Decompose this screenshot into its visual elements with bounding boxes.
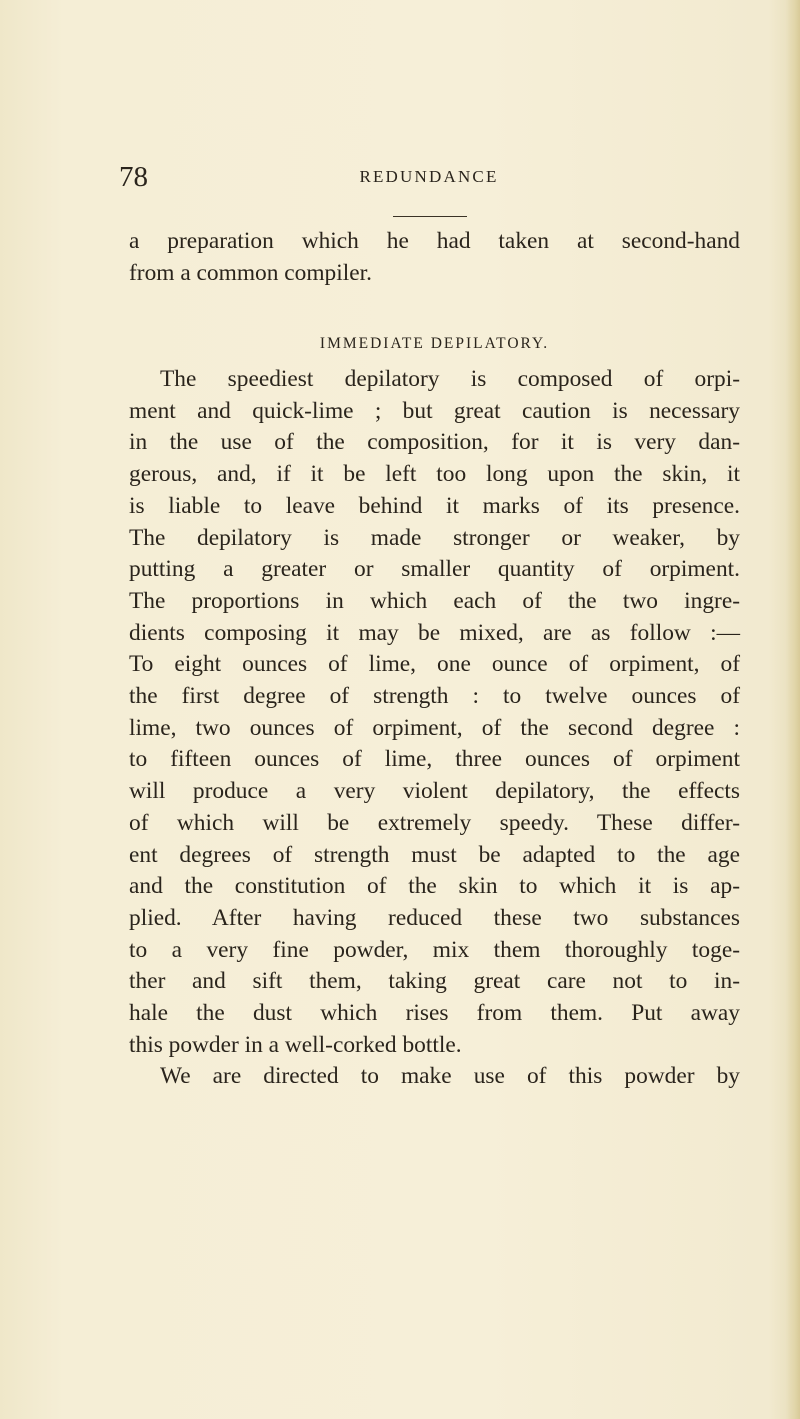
section-body <box>129 364 740 1093</box>
text-line: The depilatory is made stronger or weaker, by <box>129 524 740 551</box>
section-heading: IMMEDIATE DEPILATORY. <box>319 335 550 352</box>
text-line: lime, two ounces of orpiment, of the second degree : <box>129 714 740 741</box>
text-line: to fifteen ounces of lime, three ounces of orpiment <box>129 746 740 773</box>
text-line: from a common compiler. <box>129 259 372 286</box>
text-line: is liable to leave behind it marks of its presence. <box>129 492 740 519</box>
running-head: REDUNDANCE <box>359 167 499 186</box>
page-edge-shadow <box>786 0 800 1419</box>
text-line: will produce a very violent depilatory, the effects <box>129 778 740 805</box>
text-line: ment and quick-lime ; but great caution is necessary <box>129 397 740 424</box>
text-line: dients composing it may be mixed, are as follow :— <box>129 619 740 646</box>
paragraph-continuation <box>129 226 740 289</box>
text-line: to a very fine powder, mix them thoroughly toge- <box>129 936 740 963</box>
text-line: ther and sift them, taking great care not to in- <box>129 968 740 995</box>
text-line: the first degree of strength : to twelve ounces of <box>129 683 740 710</box>
text-line: this powder in a well-corked bottle. <box>129 1031 462 1058</box>
text-line: putting a greater or smaller quantity of orpiment. <box>129 556 740 583</box>
text-line: The proportions in which each of the two ingre- <box>129 587 740 614</box>
text-line: plied. After having reduced these two substances <box>129 904 740 931</box>
text-line: To eight ounces of lime, one ounce of orpiment, of <box>129 651 740 678</box>
header-rule <box>393 216 467 217</box>
text-line: We are directed to make use of this powder by <box>160 1063 740 1090</box>
text-line: of which will be extremely speedy. These differ- <box>129 809 740 836</box>
text-line: gerous, and, if it be left too long upon the skin, it <box>129 461 740 488</box>
text-line: a preparation which he had taken at second-hand <box>129 228 740 254</box>
page-number: 78 <box>119 161 148 193</box>
text-line: ent degrees of strength must be adapted to the age <box>129 841 740 868</box>
text-line: and the constitution of the skin to which it is ap- <box>129 873 740 900</box>
text-line: in the use of the composition, for it is very dan- <box>129 429 740 456</box>
page-header <box>119 160 739 194</box>
text-line: hale the dust which rises from them. Put away <box>129 1000 740 1027</box>
text-line: The speediest depilatory is composed of orpi- <box>160 366 740 392</box>
